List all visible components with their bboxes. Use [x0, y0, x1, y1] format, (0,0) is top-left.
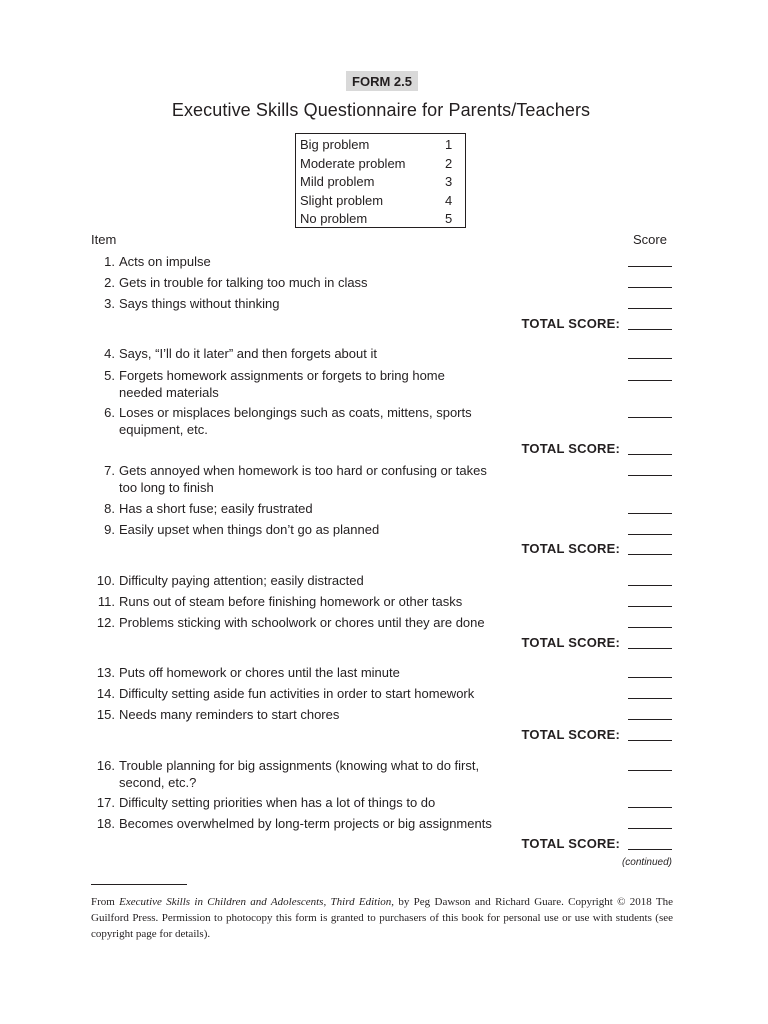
questionnaire-item — [90, 295, 510, 312]
item-text-line: Problems sticking with schoolwork or chores until they are done — [119, 615, 485, 630]
item-text — [115, 664, 400, 681]
item-text-line: Difficulty paying attention; easily distracted — [119, 573, 364, 588]
item-text-line: Becomes overwhelmed by long-term projects or big assignments — [119, 816, 492, 831]
scale-label: Slight problem — [300, 192, 384, 208]
item-text-line: Gets annoyed when homework is too hard or confusing or takes — [119, 463, 487, 478]
questionnaire-item — [90, 572, 510, 589]
item-number: 6. — [104, 405, 115, 420]
score-blank[interactable] — [628, 828, 672, 829]
item-text-line: Runs out of steam before finishing homework or other tasks — [119, 594, 463, 609]
score-blank[interactable] — [628, 606, 672, 607]
rating-scale-legend — [295, 133, 466, 228]
scale-row — [300, 192, 461, 211]
item-text-line: Says, “I’ll do it later” and then forgets about it — [119, 346, 377, 361]
scale-value: 2 — [445, 155, 453, 171]
questionnaire-item — [90, 706, 510, 723]
total-score-label: TOTAL SCORE: — [521, 727, 620, 742]
item-text — [115, 685, 474, 702]
item-number: 4. — [104, 346, 115, 361]
questionnaire-item — [90, 757, 510, 791]
item-text-line: Forgets homework assignments or forgets to bring home — [119, 368, 445, 383]
item-number: 9. — [104, 522, 115, 537]
item-number: 14. — [96, 686, 115, 701]
total-score-blank[interactable] — [628, 454, 672, 455]
item-text — [115, 367, 445, 401]
item-text-line: second, etc.? — [119, 775, 197, 790]
item-number: 5. — [104, 368, 115, 383]
item-text — [115, 274, 368, 291]
item-number: 15. — [96, 707, 115, 722]
footnote-rule — [91, 884, 187, 885]
questionnaire-item — [90, 685, 510, 702]
item-number: 8. — [104, 501, 115, 516]
item-text — [115, 593, 462, 610]
form-number-label: FORM 2.5 — [346, 71, 418, 91]
page-title: Executive Skills Questionnaire for Parents/Teachers — [171, 100, 591, 120]
score-blank[interactable] — [628, 807, 672, 808]
total-score-blank[interactable] — [628, 329, 672, 330]
score-blank[interactable] — [628, 380, 672, 381]
scale-value: 3 — [445, 174, 453, 190]
questionnaire-item — [90, 815, 510, 832]
book-title: Executive Skills in Children and Adolescents, Third Edition — [119, 896, 392, 908]
score-blank[interactable] — [628, 308, 672, 309]
questionnaire-item — [90, 521, 510, 538]
item-text-line: Easily upset when things don’t go as planned — [119, 522, 380, 537]
questionnaire-item — [90, 614, 510, 631]
questionnaire-item — [90, 345, 510, 362]
scale-value: 4 — [445, 192, 453, 208]
scale-label: Moderate problem — [300, 155, 406, 171]
total-score-blank[interactable] — [628, 648, 672, 649]
item-text — [115, 521, 379, 538]
score-blank[interactable] — [628, 627, 672, 628]
item-text — [115, 572, 364, 589]
item-number: 7. — [104, 463, 115, 478]
item-text — [115, 614, 485, 631]
questionnaire-item — [90, 367, 510, 401]
item-text — [115, 815, 492, 832]
item-text — [115, 404, 472, 438]
scale-value: 5 — [445, 211, 453, 227]
item-number: 11. — [97, 594, 115, 609]
item-text — [115, 706, 339, 723]
scale-row — [300, 210, 461, 229]
score-blank[interactable] — [628, 677, 672, 678]
continued-note: (continued) — [621, 857, 672, 868]
score-blank[interactable] — [628, 585, 672, 586]
total-score-label: TOTAL SCORE: — [521, 541, 620, 556]
item-text-line: needed materials — [119, 385, 219, 400]
score-blank[interactable] — [628, 287, 672, 288]
item-text-line: Loses or misplaces belongings such as coats, mittens, sports — [119, 405, 472, 420]
questionnaire-item — [90, 253, 510, 270]
scale-row — [300, 155, 461, 174]
item-number: 10. — [96, 573, 115, 588]
item-number: 3. — [104, 296, 115, 311]
item-text-line: Gets in trouble for talking too much in class — [119, 275, 368, 290]
item-number: 12. — [96, 615, 115, 630]
score-blank[interactable] — [628, 513, 672, 514]
scale-label: Big problem — [300, 137, 370, 152]
score-blank[interactable] — [628, 770, 672, 771]
score-blank[interactable] — [628, 417, 672, 418]
questionnaire-item — [90, 462, 510, 496]
scale-value: 1 — [445, 137, 453, 152]
item-text-line: Acts on impulse — [119, 254, 211, 269]
total-score-label: TOTAL SCORE: — [521, 441, 620, 456]
item-text — [115, 295, 279, 312]
score-blank[interactable] — [628, 719, 672, 720]
item-text-line: Trouble planning for big assignments (knowing what to do first, — [119, 758, 480, 773]
item-text-line: Difficulty setting priorities when has a lot of things to do — [119, 795, 436, 810]
item-text — [115, 500, 313, 517]
item-column-header: Item — [91, 232, 117, 247]
item-text-line: Difficulty setting aside fun activities in order to start homework — [119, 686, 475, 701]
item-number: 13. — [96, 665, 115, 680]
score-blank[interactable] — [628, 475, 672, 476]
scale-row — [300, 173, 461, 192]
questionnaire-item — [90, 274, 510, 291]
score-blank[interactable] — [628, 534, 672, 535]
total-score-blank[interactable] — [628, 740, 672, 741]
score-blank[interactable] — [628, 358, 672, 359]
score-column-header: Score — [633, 232, 667, 247]
item-number: 1. — [104, 254, 115, 269]
item-text — [115, 345, 377, 362]
item-number: 17. — [96, 795, 115, 810]
questionnaire-item — [90, 593, 510, 610]
questionnaire-item — [90, 794, 510, 811]
score-blank[interactable] — [628, 698, 672, 699]
total-score-blank[interactable] — [628, 554, 672, 555]
scale-row — [300, 136, 461, 155]
total-score-label: TOTAL SCORE: — [521, 635, 620, 650]
scale-label: Mild problem — [300, 174, 375, 190]
item-text — [115, 794, 435, 811]
item-text-line: Puts off homework or chores until the last minute — [119, 665, 400, 680]
item-text-line: Has a short fuse; easily frustrated — [119, 501, 313, 516]
questionnaire-item — [90, 500, 510, 517]
item-text — [115, 462, 487, 496]
item-number: 16. — [96, 758, 115, 773]
scale-label: No problem — [300, 211, 368, 227]
item-text — [115, 253, 211, 270]
questionnaire-item — [90, 404, 510, 438]
copyright-footnote: From Executive Skills in Children and Adolescents, Third Edition, by Peg Dawson and Richard Guare. Copyright © 2018 The Guilford Press. Permission to photocopy this form is granted to purchasers of this book for personal use or use with students (see copyright page for details). — [91, 896, 673, 940]
score-blank[interactable] — [628, 266, 672, 267]
item-number: 2. — [104, 275, 115, 290]
total-score-label: TOTAL SCORE: — [521, 316, 620, 331]
item-text-line: Needs many reminders to start chores — [119, 707, 340, 722]
item-text-line: Says things without thinking — [119, 296, 280, 311]
questionnaire-item — [90, 664, 510, 681]
item-number: 18. — [96, 816, 115, 831]
item-text — [115, 757, 479, 791]
item-text-line: equipment, etc. — [119, 422, 208, 437]
total-score-label: TOTAL SCORE: — [521, 836, 620, 851]
item-text-line: too long to finish — [119, 480, 214, 495]
total-score-blank[interactable] — [628, 849, 672, 850]
